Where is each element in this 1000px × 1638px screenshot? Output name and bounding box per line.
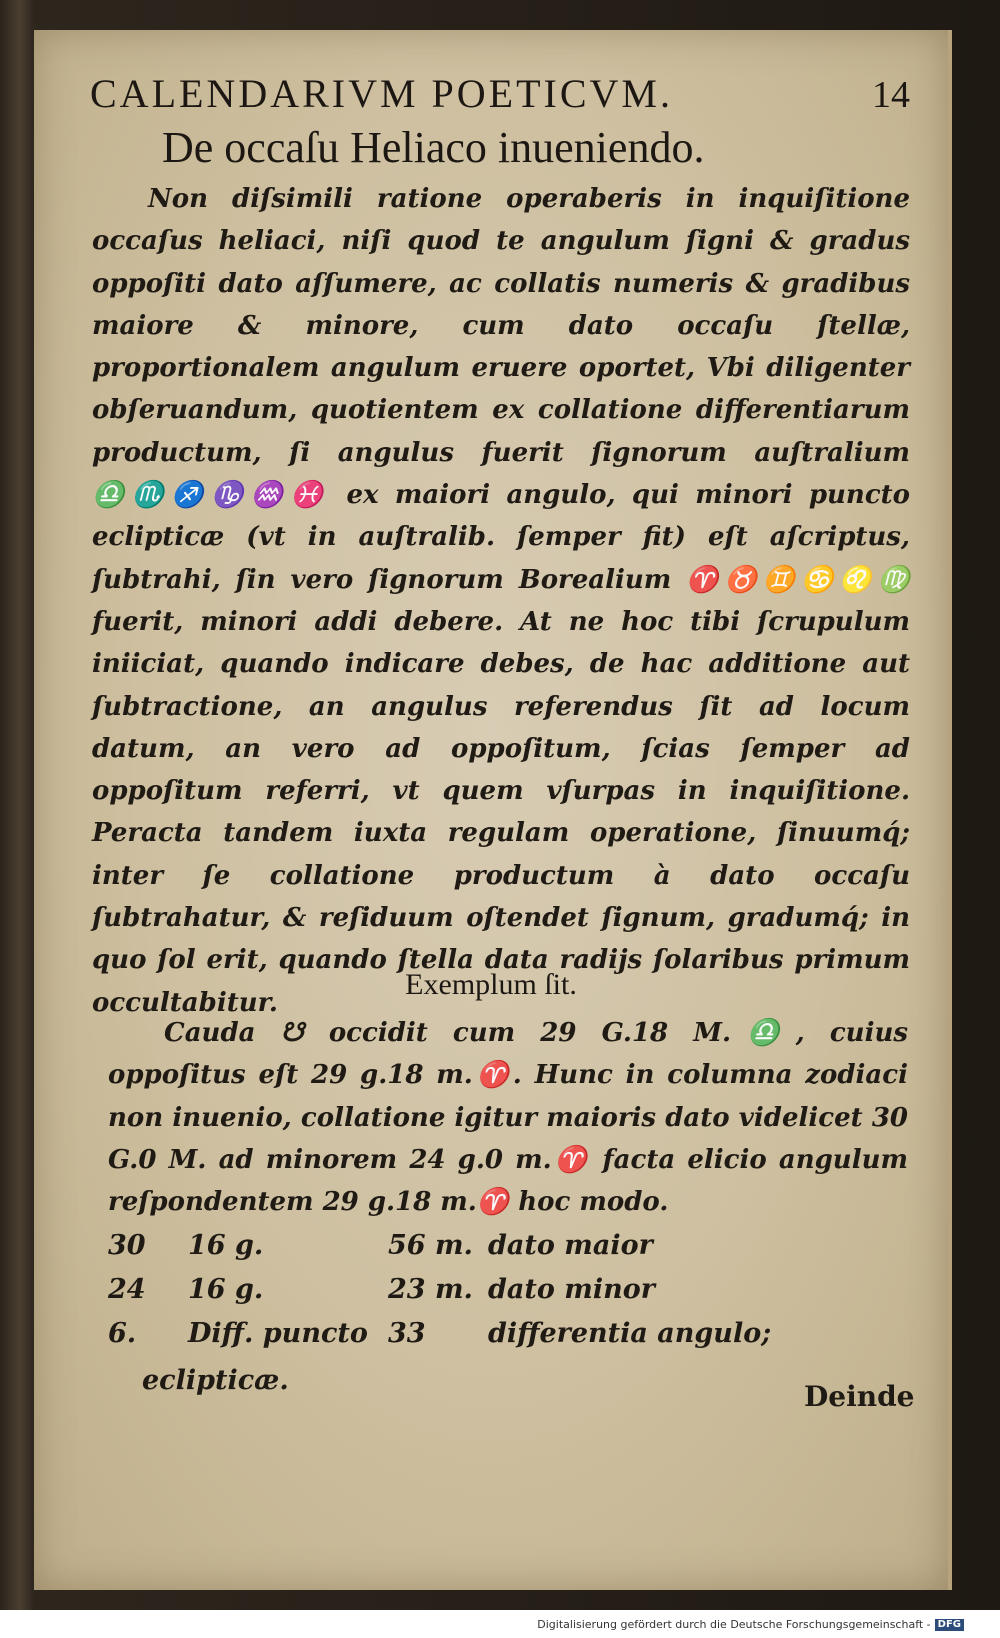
book-page xyxy=(34,30,952,1590)
calc-cell: 56 m. xyxy=(388,1230,473,1261)
page-number: 14 xyxy=(872,74,910,116)
body-paragraph-text: Non diſsimili ratione operaberis in inquiſitione occaſus heliaci, niſi quod te angulum ſigni & gradus oppoſiti dato aſſumere, ac collatis numeris & gradibus maiore & minore, cum dato occaſu ſtellæ, proportionalem angulum eruere oportet, Vbi diligenter obſeruandum, quotientem ex collatione differentiarum productum, ſi angulus fuerit ſignorum auſtralium ♎♏♐♑♒♓ ex maiori angulo, qui minori puncto eclipticæ (vt in auſtralib. ſemper fit) eſt aſcriptus, ſubtrahi, ſin vero ſignorum Borealium ♈♉♊♋♌♍ fuerit, minori addi debere. At ne hoc tibi ſcrupulum iniiciat, quando indicare debes, de hac additione aut ſubtractione, an angulus referendus ſit ad locum datum, an vero ad oppoſitum, ſcias ſemper ad oppoſitum referri, vt quem vſurpas in inquiſitione. Peracta tandem iuxta regulam operatione, ſinuumq́; inter ſe collatione productum à dato occaſu ſubtrahatur, & reſiduum oſtendet ſignum, gradumq́; in quo ſol erit, quando ſtella data radijs ſolaribus primum occultabitur. xyxy=(92,184,910,1018)
credit-text: Digitalisierung gefördert durch die Deutsche Forschungsgemeinschaft - xyxy=(537,1618,931,1631)
calc-cell: differentia angulo; xyxy=(488,1318,772,1349)
catchword: Deinde xyxy=(804,1380,915,1413)
calc-cell: 16 g. xyxy=(188,1274,264,1305)
page-header xyxy=(90,70,910,120)
calc-cell: Diff. puncto xyxy=(188,1318,368,1349)
example-paragraph-text: Cauda ☋ occidit cum 29 G.18 M.♎, cuius oppoſitus eſt 29 g.18 m.♈. Hunc in columna zodiaci non inuenio, collatione igitur maioris dato videlicet 30 G.0 M. ad minorem 24 g.0 m.♈ facta elicio angulum reſpondentem 29 g.18 m.♈ hoc modo. xyxy=(108,1018,908,1218)
main-paragraph xyxy=(92,178,910,1024)
example-paragraph xyxy=(108,1012,908,1223)
calc-cell: 23 m. xyxy=(388,1274,473,1305)
calc-cell: 24 xyxy=(108,1274,146,1305)
example-heading: Exemplum ſit. xyxy=(405,968,577,1001)
calc-cell: 30 xyxy=(108,1230,146,1261)
calc-cell: 6. xyxy=(108,1318,137,1349)
section-title: De occaſu Heliaco inueniendo. xyxy=(162,123,705,172)
dfg-logo: DFG xyxy=(935,1619,964,1631)
digitization-credit xyxy=(537,1618,964,1631)
calc-cell: dato maior xyxy=(488,1230,653,1261)
calculation-continuation: eclipticæ. xyxy=(142,1365,289,1396)
calc-cell: 33 xyxy=(388,1318,426,1349)
calc-cell: 16 g. xyxy=(188,1230,264,1261)
calc-cell: dato minor xyxy=(488,1274,655,1305)
running-head: CALENDARIVM POETICVM. xyxy=(90,71,673,116)
